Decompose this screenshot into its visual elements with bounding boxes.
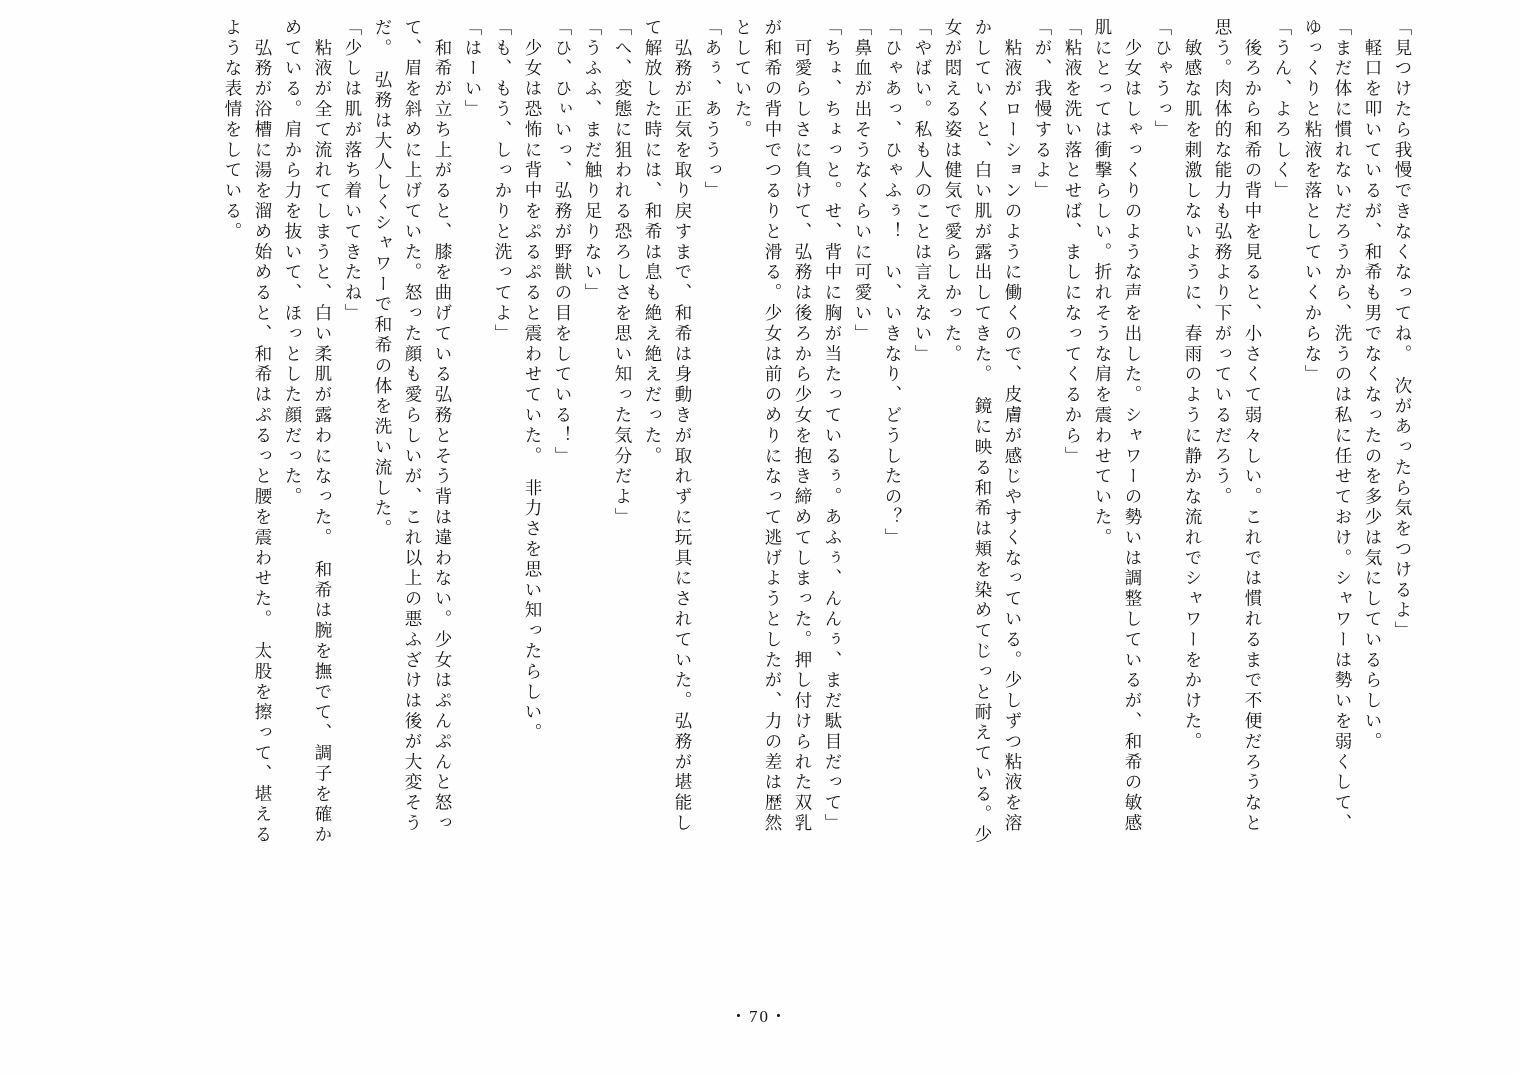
text-column: ような表情をしている。 [223, 18, 243, 243]
text-column: 後ろから和希の背中を見ると、小さくて弱々しい。これでは慣れるまで不便だろうなと [1243, 18, 1263, 834]
text-column: 「ひゃあっ、ひゃふぅ！ い、いきなり、どうしたの？」 [883, 18, 903, 549]
text-column: としていた。 [733, 18, 753, 141]
text-column: だ。 弘務は大人しくシャワーで和希の体を洗い流した。 [373, 18, 393, 540]
text-column: 「ひゃうっ」 [1153, 18, 1173, 141]
page-number: ・70・ [730, 1007, 789, 1026]
text-column: 粘液がローションのように働くので、皮膚が感じやすくなっている。少しずつ粘液を溶 [1003, 18, 1023, 834]
text-column: 和希が立ち上がると、膝を曲げている弘務とそう背は違わない。少女はぷんぷんと怒っ [433, 18, 453, 834]
text-column: かしていくと、白い肌が露出してきた。 鏡に映る和希は頬を染めてじっと耐えている。少 [973, 18, 993, 846]
text-column: 敏感な肌を刺激しないように、春雨のように静かな流れでシャワーをかけた。 [1183, 18, 1203, 753]
text-column: 「うん、よろしく」 [1273, 18, 1293, 202]
text-column: 女が悶える姿は健気で愛らしかった。 [943, 18, 963, 365]
text-column: 「へ、変態に狙われる恐ろしさを思い知った気分だよ」 [613, 18, 633, 528]
text-column: 「が、我慢するよ」 [1033, 18, 1053, 202]
text-column: めている。肩から力を抜いて、ほっとした顔だった。 [283, 18, 303, 508]
text-column: 粘液が全て流れてしまうと、白い柔肌が露わになった。 和希は腕を撫でて、調子を確か [313, 18, 333, 846]
text-column: 「見つけたら我慢できなくなってね。 次があったら気をつけるよ」 [1393, 18, 1413, 642]
text-column: 弘務が浴槽に湯を溜め始めると、和希はぷるっと腰を震わせた。 太股を擦って、堪える [253, 18, 273, 846]
text-column: 「あぅ、あううっ」 [703, 18, 723, 202]
text-column: 「うふふ、まだ触り足りない」 [583, 18, 603, 304]
text-column: 「少しは肌が落ち着いてきたね」 [343, 18, 363, 324]
text-column: 思う。肉体的な能力も弘務より下がっているだろう。 [1213, 18, 1233, 508]
text-column: 「やばい。私も人のことは言えない」 [913, 18, 933, 365]
text-column: 「鼻血が出そうなくらいに可愛い」 [853, 18, 873, 345]
text-column: 少女は恐怖に背中をぷるぷると震わせていた。 非力さを思い知ったらしい。 [523, 18, 543, 744]
text-column: 「はーい」 [463, 18, 483, 120]
text-column: 可愛らしさに負けて、弘務は後ろから少女を抱き締めてしまった。押し付けられた双乳 [793, 18, 813, 834]
text-column: 弘務が正気を取り戻すまで、和希は身動きが取れずに玩具にされていた。弘務が堪能し [673, 18, 693, 834]
text-column: が和希の背中でつるりと滑る。少女は前のめりになって逃げようとしたが、力の差は歴然 [763, 18, 783, 834]
text-column: 軽口を叩いているが、和希も男でなくなったのを多少は気にしているらしい。 [1363, 18, 1383, 753]
text-column: ゆっくりと粘液を落としていくからな」 [1303, 18, 1323, 386]
text-column: 「ちょ、ちょっと。せ、背中に胸が当たっているぅ。あふぅ、んんぅ、まだ駄目だって」 [823, 18, 843, 834]
text-column: 少女はしゃっくりのような声を出した。シャワーの勢いは調整しているが、和希の敏感 [1123, 18, 1143, 834]
text-column: 「粘液を洗い落とせば、ましになってくるから」 [1063, 18, 1083, 467]
text-column: て解放した時には、和希は息も絶え絶えだった。 [643, 18, 663, 467]
text-column: 「ひ、ひぃいっ、弘務が野獣の目をしている！」 [553, 18, 573, 467]
text-column: 「まだ体に慣れないだろうから、洗うのは私に任せておけ。シャワーは勢いを弱くして、 [1333, 18, 1353, 834]
text-column: 肌にとっては衝撃らしい。折れそうな肩を震わせていた。 [1093, 18, 1113, 549]
text-column: 「も、もう、しっかりと洗ってよ」 [493, 18, 513, 345]
text-column: て、眉を斜めに上げていた。怒った顔も愛らしいが、これ以上の悪ふざけは後が大変そう [403, 18, 423, 834]
vertical-text-block [108, 18, 1411, 997]
